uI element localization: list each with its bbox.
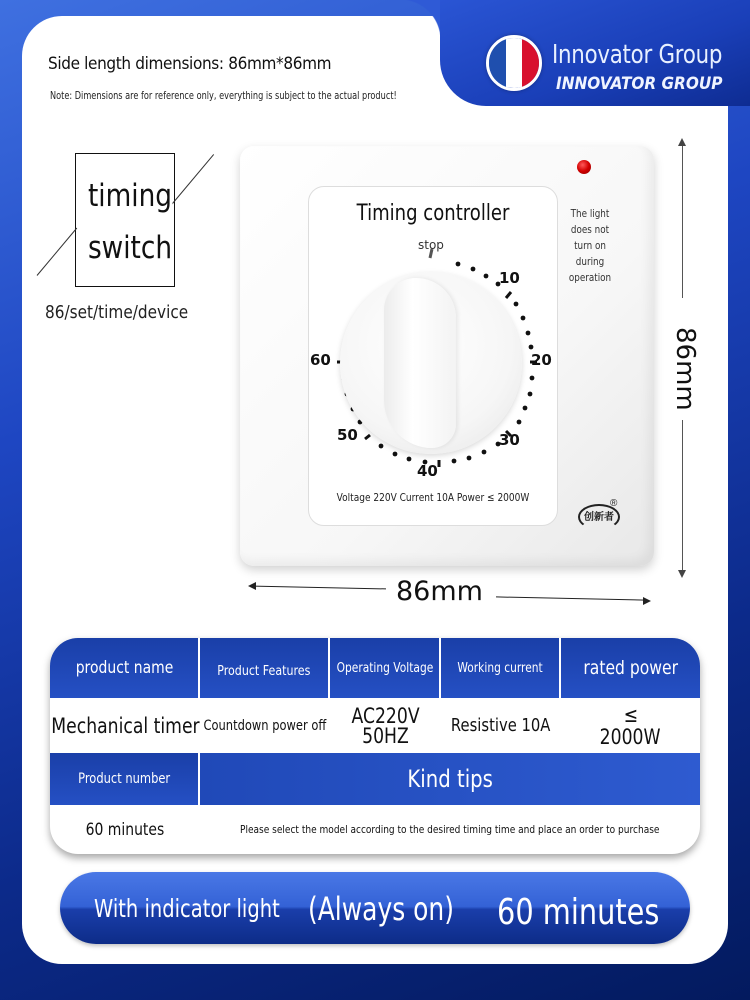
dial-number-40: 40 — [417, 462, 438, 480]
header-kind-tips: Kind tips — [200, 753, 700, 805]
arrow-up-icon — [678, 138, 686, 146]
spec-value-row-2 — [50, 805, 700, 854]
dial-number-50: 50 — [337, 426, 358, 444]
dial-number-30: 30 — [499, 431, 520, 449]
header-product-name: product name — [50, 638, 200, 698]
knob-grip — [384, 278, 456, 448]
spec-header-row-2 — [50, 753, 700, 805]
header-rated-power: rated power — [561, 638, 700, 698]
value-product-number: 60 minutes — [85, 819, 165, 840]
variant-banner — [60, 872, 690, 944]
value-product-name: Mechanical timer — [50, 713, 200, 738]
dial-number-10: 10 — [499, 269, 520, 287]
height-dimension-line-bottom — [682, 420, 683, 572]
header-product-features: Product Features — [200, 638, 330, 698]
brand-name: Innovator Group — [552, 40, 723, 70]
registered-mark: ® — [610, 498, 618, 509]
value-operating-voltage: AC220V 50HZ — [351, 703, 420, 748]
value-working-current: Resistive 10A — [451, 715, 551, 736]
brand-subtitle: INNOVATOR GROUP — [556, 74, 723, 94]
spec-header-row — [50, 638, 700, 698]
spec-value-row — [50, 698, 700, 753]
arrow-right-icon — [643, 597, 651, 605]
timer-knob[interactable] — [340, 272, 522, 454]
product-model: 86/set/time/device — [45, 302, 189, 323]
maker-logo: 创新者 — [578, 504, 620, 530]
product-label-line1: timing — [87, 178, 173, 214]
product-label-frame — [75, 153, 175, 287]
banner-indicator-text: With indicator light — [94, 894, 280, 923]
panel-title: Timing controller — [356, 201, 510, 226]
dimensions-note: Note: Dimensions are for reference only, everything is subject to the actual product! — [50, 90, 397, 102]
dial-number-60: 60 — [310, 351, 331, 369]
banner-always-on-text: (Always on) — [308, 890, 454, 928]
value-product-features: Countdown power off — [203, 717, 327, 734]
product-label-line2: switch — [87, 230, 173, 266]
arrow-left-icon — [248, 582, 256, 590]
timer-device-image — [240, 146, 654, 566]
banner-duration-text: 60 minutes — [497, 892, 660, 933]
dial-stop-label: stop — [418, 238, 444, 252]
width-dimension-label: 86mm — [396, 576, 483, 607]
header-working-current: Working current — [441, 638, 561, 698]
height-dimension-label: 86mm — [670, 327, 700, 411]
arrow-down-icon — [678, 570, 686, 578]
header-operating-voltage: Operating Voltage — [330, 638, 441, 698]
dimensions-title: Side length dimensions: 86mm*86mm — [48, 54, 332, 74]
dial-number-20: 20 — [531, 351, 552, 369]
value-rated-power: ≤ 2000W — [600, 702, 661, 749]
header-product-number: Product number — [50, 753, 200, 805]
french-flag-icon — [486, 35, 542, 91]
value-kind-tips: Please select the model according to the desired timing time and place an order to purchase — [240, 823, 660, 836]
height-dimension-line-top — [682, 144, 683, 298]
spec-table — [50, 638, 700, 854]
light-note: The light does not turn on during operation — [568, 207, 612, 284]
panel-spec: Voltage 220V Current 10A Power ≤ 2000W — [336, 491, 530, 504]
